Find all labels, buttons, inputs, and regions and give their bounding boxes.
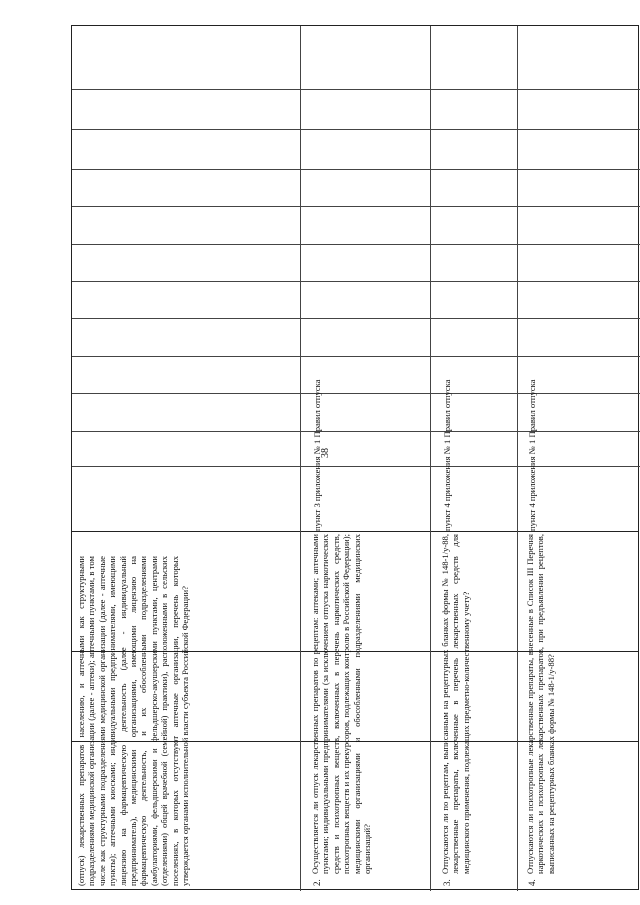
- row-3-question: Отпускаются ли по рецептам, выписанным на рецептурных бланках формы № 148-1/у-88, лекарственные препараты, включенные в перечень лекарственных средств для медицинского применения, подлежащих предметно-количественному учету?: [440, 534, 471, 874]
- row-3-number: 3.: [442, 879, 452, 886]
- row-3-reference: пункт 4 приложения № 1 Правил отпуска: [442, 379, 452, 531]
- row-2-number: 2.: [312, 879, 322, 886]
- column-divider: [300, 26, 301, 891]
- row-4-number: 4.: [527, 879, 537, 886]
- row-4-question: Отпускаются ли психотропные лекарственные препараты, внесенные в Список III Перечня наркотических и психотропных лекарственных препаратов, при предъявлении рецептов, выписанных на рецептурных бланках формы № 148-1/у-88?: [525, 534, 556, 874]
- checklist-table: [71, 25, 639, 890]
- column-divider: [430, 26, 431, 891]
- page-number: 38: [320, 448, 331, 458]
- row-1-question: (отпуск) лекарственных препаратов населению, и аптечными как структурными подразделениями медицинской организации (далее - аптеки); аптечными пунктами, в том числе как структурными подразделениями медицинской организации (далее - аптечные пункты); аптечными киосками; индивидуальными предпринимателями, имеющими лицензию на фармацевтическую деятельность (далее - индивидуальный предприниматель), медицинскими организациями, имеющими лицензию на фармацевтическую деятельность, и их обособленными подразделениями (амбулаториями, фельдшерскими и фельдшерско-акушерскими пунктами, центрами (отделениями) общей врачебной (семейной) практики), расположенными в сельских поселениях, в которых отсутствуют аптечные организации, перечень которых утверждается органами исполнительной власти субъекта Российской Федерации?: [76, 556, 191, 886]
- row-4-reference: пункт 4 приложения № 1 Правил отпуска: [527, 379, 537, 531]
- row-2-reference: пункт 3 приложения № 1 Правил отпуска: [312, 379, 322, 531]
- row-2-question: Осуществляется ли отпуск лекарственных препаратов по рецептам: аптеками; аптечными пунктами; индивидуальными предпринимателями (за исключением отпуска наркотических средств и психотропных веществ, включенных в перечень наркотических средств, психотропных веществ и их прекурсоров, подлежащих контролю в Российской Федерации); медицинскими организациями и обособленными подразделениями медицинских организаций?: [310, 534, 373, 874]
- row-divider: [72, 531, 638, 532]
